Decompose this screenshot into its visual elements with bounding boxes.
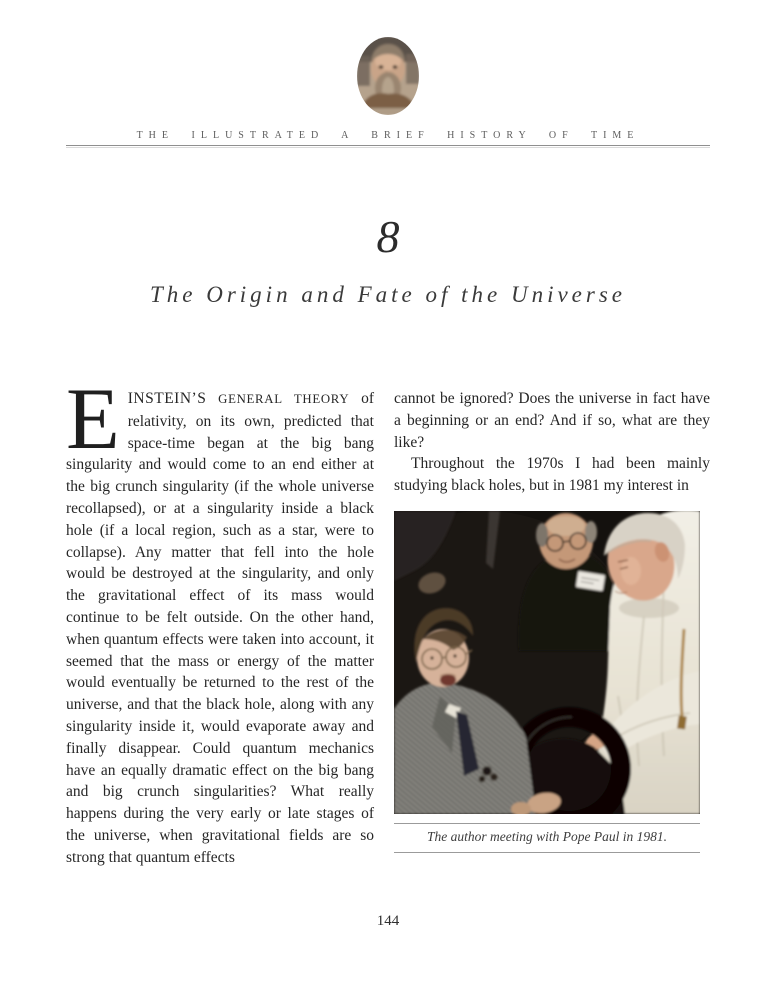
chapter-head — [0, 211, 776, 308]
lead-paragraph-text: of relativity, on its own, predicted that space-time began at the big bang singularity and would come to an end either at the big crunch singularity (if the whole universe recollapsed), or at a singularity inside a black hole (if a local region, such as a star, were to collapse). Any matter that fell into the hole would be destroyed at the singularity, and only the gravitational effect of its mass would continue to be felt outside. On the other hand, when quantum effects were taken into account, it seemed that the mass or energy of the matter would eventually be returned to the rest of the universe, and that the black hole, along with any singularity inside it, would evaporate away and finally disappear. Could quantum mechanics have an equally dramatic effect on the big bang and big crunch singularities? What really happens during the very early or late stages of the universe, when gravitational fields are so strong that quantum effects — [66, 390, 374, 866]
paragraph: cannot be ignored? Does the universe in fact have a beginning or an end? And if so, what are they like? — [394, 390, 710, 451]
right-column — [394, 388, 710, 869]
figure-caption: The author meeting with Pope Paul in 1981. — [394, 823, 700, 853]
figure — [394, 511, 700, 853]
left-column — [66, 371, 374, 869]
paragraph: Throughout the 1970s I had been mainly studying black holes, but in 1981 my interest in — [394, 455, 710, 495]
page-number: 144 — [376, 913, 400, 929]
lead-caps: INSTEIN’S — [127, 390, 207, 407]
header-rule — [66, 145, 710, 148]
galileo-portrait-image — [356, 36, 420, 116]
text-columns — [66, 371, 710, 869]
chapter-title: The Origin and Fate of the Universe — [149, 282, 626, 307]
running-head: THE ILLUSTRATED A BRIEF HISTORY OF TIME — [136, 130, 640, 141]
hawking-meeting-pope-photo — [394, 511, 700, 814]
lead-paragraph — [66, 371, 374, 869]
masthead — [66, 36, 710, 148]
chapter-number: 8 — [376, 211, 400, 262]
drop-cap: E — [66, 371, 120, 468]
lead-small-caps: GENERAL THEORY — [218, 392, 350, 406]
